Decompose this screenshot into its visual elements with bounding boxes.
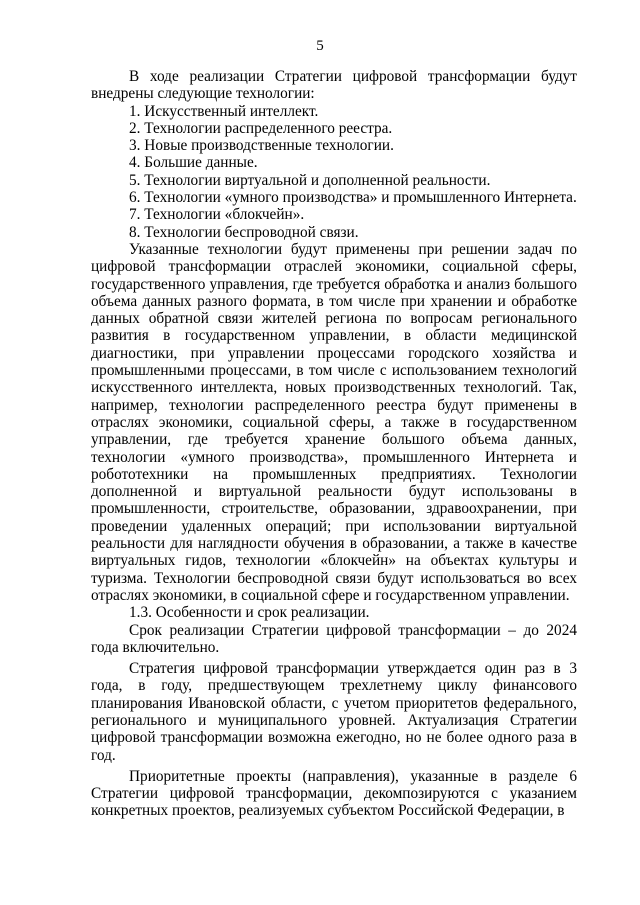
term-paragraph: Срок реализации Стратегии цифровой трансформации – до 2024 года включительно. (91, 621, 577, 656)
application-paragraph: Указанные технологии будут применены при решении задач по цифровой трансформации отраслей экономики, социальной сферы, государственного управления, где требуется обработка и анализ большого объема данных разного формата, в том числе при хранении и обработке данных обратной связи жителей региона по вопросам регионального развития в государственном управлении, в области медицинской диагностики, при управлении процессами городского хозяйства и промышленными процессами, в том числе с использованием технологий искусственного интеллекта, новых производственных технологий. Так, например, технологии распределенного реестра будут применены в отраслях экономики, социальной сферы, а также в государственном управлении, где требуется хранение большого объема данных, технологии «умного производства», промышленного Интернета и робототехники на промышленных предприятиях. Технологии дополненной и виртуальной реальности будут использованы в промышленности, строительстве, образовании, здравоохранении, при проведении удаленных операций; при использовании виртуальной реальности для наглядности обучения в образовании, а также в качестве виртуальных гидов, технологии «блокчейн» на объектах культуры и туризма. Технологии беспроводной связи будут использоваться во всех отраслях экономики, в социальной сфере и государственном управлении. (91, 240, 577, 604)
document-body (91, 68, 577, 820)
technology-list-item: 8. Технологии беспроводной связи. (129, 223, 359, 241)
intro-paragraph: В ходе реализации Стратегии цифровой трансформации будут внедрены следующие технологии: (91, 68, 577, 103)
priority-projects-paragraph: Приоритетные проекты (направления), указанные в разделе 6 Стратегии цифровой трансформации, декомпозируются с указанием конкретных проектов, реализуемых субъектом Российской Федерации, в (91, 767, 577, 820)
technology-list-item: 1. Искусственный интеллект. (129, 102, 319, 120)
approval-paragraph: Стратегия цифровой трансформации утверждается один раз в 3 года, в году, предшествующем трехлетнему циклу финансового планирования Ивановской области, с учетом приоритетов федерального, регионального и муниципального уровней. Актуализация Стратегии цифровой трансформации возможна ежегодно, но не более одного раза в год. (91, 660, 577, 764)
technology-list-item: 6. Технологии «умного производства» и промышленного Интернета. (129, 189, 577, 207)
technology-list-item: 4. Большие данные. (129, 154, 258, 172)
technology-list-item: 7. Технологии «блокчейн». (129, 206, 305, 224)
technology-list-item: 2. Технологии распределенного реестра. (129, 119, 393, 137)
technology-list-item: 5. Технологии виртуальной и дополненной реальности. (129, 171, 491, 189)
page-number: 5 (316, 38, 324, 54)
technology-list-item: 3. Новые производственные технологии. (129, 137, 394, 155)
section-heading: 1.3. Особенности и срок реализации. (129, 604, 370, 622)
